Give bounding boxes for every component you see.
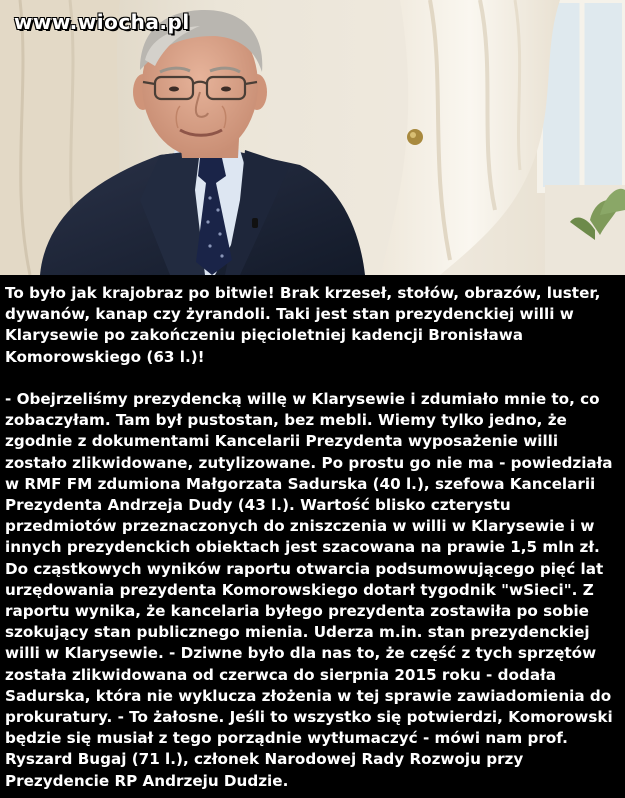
portrait-photo (0, 0, 625, 275)
article-body: - Obejrzeliśmy prezydencką willę w Klarysewie i zdumiało mnie to, co zobaczyłam. Tam był pustostan, bez mebli. Wiemy tylko jedno, że zgodnie z dokumentami Kancelarii Prezydenta wyposażenie willi zostało zlikwidowane, zutylizowane. Po prostu go nie ma - powiedziała w RMF FM zdumiona Małgorzata Sadurska (40 l.), szefowa Kancelarii Prezydenta Andrzeja Dudy (43 l.). Wartość blisko czterystu przedmiotów przeznaczonych do zniszczenia w willi w Klarysewie i w innych prezydenckich obiektach jest szacowana na prawie 1,5 mln zł. Do cząstkowych wyników raportu otwarcia podsumowującego pięć lat urzędowania prezydenta Komorowskiego dotarł tygodnik "wSieci". Z raportu wynika, że kancelaria byłego prezydenta zostawiła po sobie szokujący stan publicznego mienia. Uderza m.in. stan prezydenckiej willi w Klarysewie. - Dziwne było dla nas to, że część z tych sprzętów została zlikwidowana od czerwca do sierpnia 2015 roku - dodała Sadurska, która nie wyklucza złożenia w tej sprawie zawiadomienia do prokuratury. - To żałosne. Jeśli to wszystko się potwierdzi, Komorowski będzie się musiał z tego porządnie wytłumaczyć - mówi nam prof. Ryszard Bugaj (71 l.), członek Narodowej Rady Rozwoju przy Prezydencie RP Andrzeju Dudzie. (5, 390, 618, 790)
watermark-text: www.wiocha.pl (14, 10, 190, 34)
article-text (5, 283, 617, 792)
article-lead: To było jak krajobraz po bitwie! Brak krzeseł, stołów, obrazów, luster, dywanów, kanap czy żyrandoli. Taki jest stan prezydenckiej willi w Klarysewie po zakończeniu pięcioletniej kadencji Bronisława Komorowskiego (63 l.)! (5, 284, 606, 366)
portrait-photo-icon (0, 0, 625, 275)
